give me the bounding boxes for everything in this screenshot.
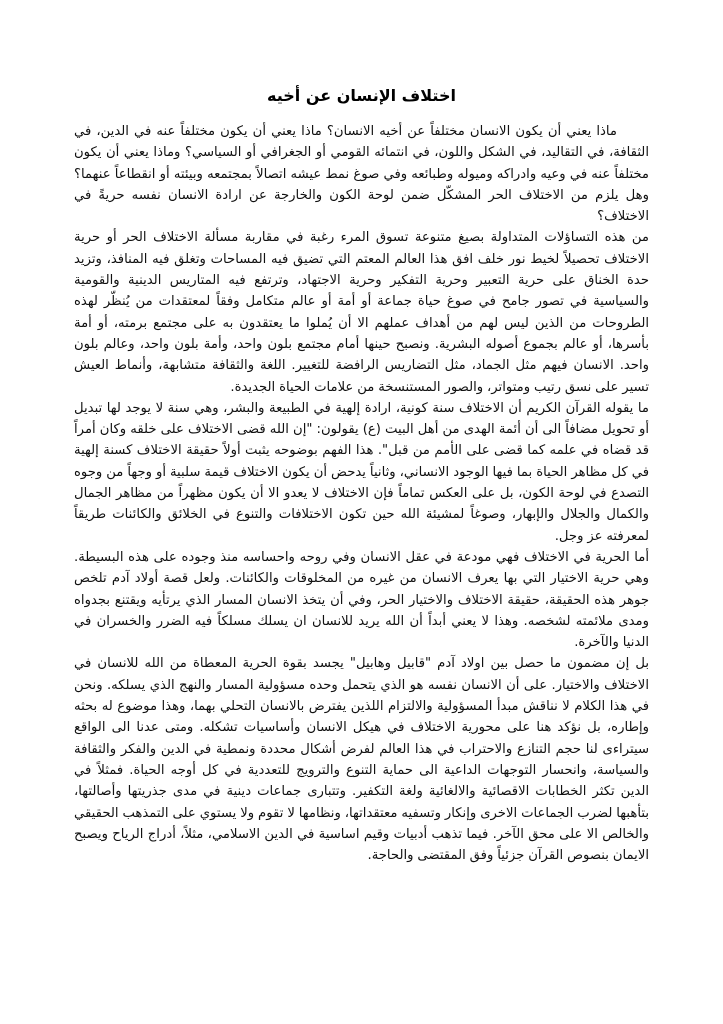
- paragraph-4: أما الحرية في الاختلاف فهي مودعة في عقل الانسان وفي روحه واحساسه منذ وجوده على هذه البسيطة. وهي حرية الاختيار التي بها يعرف الانسان من غيره من المخلوقات والكائنات. ولعل قصة أولاد آدم تلخص جوهر هذه الحقيقة، حقيقة الاختلاف والاختيار الحر، وفي أن يتخذ الانسان المسار الذي يرتأيه ويقتنع بجدواه ومدى ملائمته لشخصه. وهذا لا يعني أبداً أن الله يريد للانسان ان يسلك مسلكاً فيه الضرر والخسران في الدنيا والآخرة.: [74, 549, 649, 651]
- paragraph-5: بل إن مضمون ما حصل بين اولاد آدم "قابيل وهابيل" يجسد بقوة الحرية المعطاة من الله للانسان في الاختلاف والاختيار. على أن الانسان نفسه هو الذي يتحمل وحده مسؤولية المسار والنهج الذي يسلكه. ونحن في هذا الكلام لا نناقش مبدأ المسؤولية والالتزام اللذين يفترض بالانسان التحلي بهما، وهذا موضوع له بحثه وإطاره، بل نؤكد هنا على محورية الاختلاف في هيكل الانسان وأساسيات تشكله. ومتى عدنا الى الواقع سيتراءى لنا حجم التنازع والاحتراب في هذا العالم لفرض أشكال محددة ونمطية في الدين والفكر والثقافة والسياسة، وانحسار التوجهات الداعية الى حماية التنوع والترويج للتعددية في كل أوجه الحياة. فمثلاً في الدين تكثر الخطابات الاقصائية والالغائية ولغة التكفير. وتتبارى جماعات دينية في مدى جذريتها وأصالتها، بتأهبها لضرب الجماعات الاخرى وإنكار وتسفيه معتقداتها، ونظامها لا تقوم ولا يستوي على التمذهب الحقيقي والخالص الا على محق الآخر. فيما تذهب أدبيات وقيم اساسية في الدين الاسلامي، مثلاً، أدراج الرياح ويصبح الايمان بنصوص القرآن جزئياً وفق المقتضى والحاجة.: [74, 656, 649, 864]
- page-title: اختلاف الإنسان عن أخيه: [267, 86, 456, 105]
- paragraph-3: ما يقوله القرآن الكريم أن الاختلاف سنة كونية، ارادة إلهية في الطبيعة والبشر، وهي سنة لا يوجد لها تبديل أو تحويل مضافاً الى أن أئمة الهدى من أهل البيت (ع) يقولون: "إن الله قضى الاختلاف على خلقه وكان أمراً قد قضاه في علمه كما قضى على الأمم من قبل". هذا الفهم بوضوحه يثبت أولاً حقيقة الاختلاف كسنة إلهية في كل مظاهر الحياة بما فيها الوجود الانساني، وثانياً يدحض أن يكون الاختلاف قيمة سلبية أو وجهاً من وجوه التصدع في لوحة الكون، بل على العكس تماماً فإن الاختلاف لا يعدو الا أن يكون مظهراً من مظاهر الجمال والكمال والجلال والإبهار، وصوغاً لمشيئة الله حين تكون الاختلافات والتنوع في الخلائق والكائنات طريقاً لمعرفته عز وجل.: [74, 400, 649, 544]
- paragraph-2: من هذه التساؤلات المتداولة بصيغ متنوعة تسوق المرء رغبة في مقاربة مسألة الاختلاف الحر أو حرية الاختلاف تحصيلاً لخيط نور خلف افق هذا العالم المعتم التي تضيق فيه المساحات وتغلق فيه المنافذ، وتزيد حدة الخناق على حرية التعبير وحرية التفكير وحرية الاجتهاد، وترتفع فيه المتاريس الدينية والقومية والسياسية في تصور جامح في صوغ حياة جماعة أو أمة أو عالم متكامل وفقاً لمعتقدات من يُنظّر لهذه الطروحات من الذين ليس لهم من أهداف عملهم الا أن يُملوا ما يعتقدون به على مجتمع برمته، أو أمة بأسرها، أو عالم بجموع أصوله البشرية. ونصبح حينها أمام مجتمع بلون واحد، وأمة بلون واحد، وعالم بلون واحد. الانسان فيهم مثل الجماد، مثل التضاريس الرافضة للتغيير. اللغة والثقافة متشابهة، وأنماط العيش تسير على نسق رتيب ومتواتر، والصور المستنسخة من علامات الحياة الجديدة.: [74, 230, 649, 395]
- paragraph-1: ماذا يعني أن يكون الانسان مختلفاً عن أخيه الانسان؟ ماذا يعني أن يكون مختلفاً عنه في الدين، في الثقافة، في التقاليد، في الشكل واللون، في انتمائه القومي أو الجغرافي أو السياسي؟ وماذا يعني أن يكون مختلفاً عنه في وعيه وادراكه وميوله وطبائعه وفي صوغ نمط عيشه اتصالاً بمجتمعه وبيئته أو انقطاعاً عنهما؟ وهل يلزم من الاختلاف الحر المشكّل ضمن لوحة الكون والخارجة عن ارادة الانسان نفسه حريةً في الاختلاف؟: [74, 124, 649, 225]
